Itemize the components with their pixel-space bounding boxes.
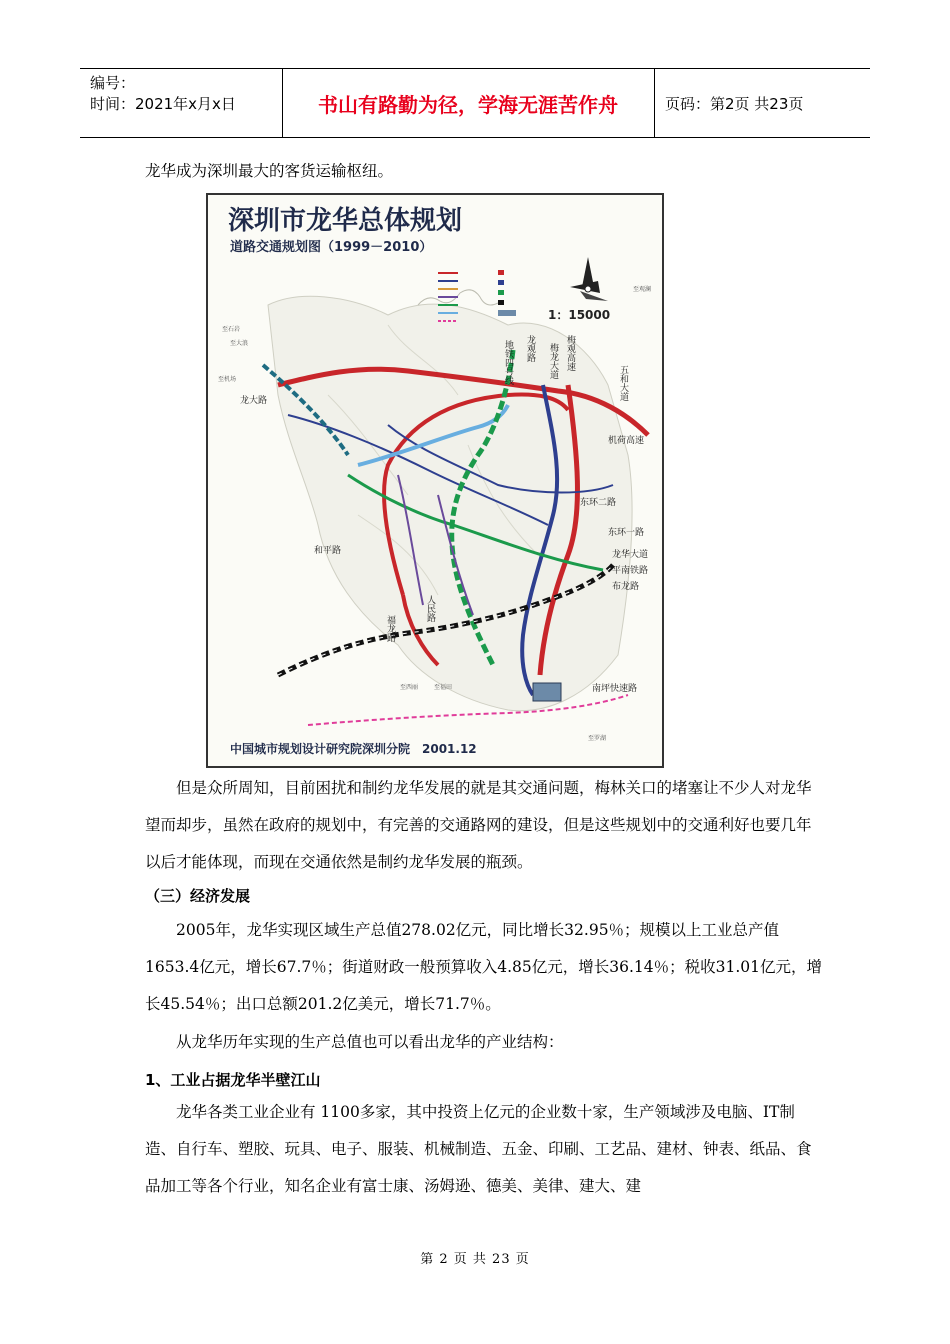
label-heping: 和平路 (314, 546, 342, 556)
label-nanping: 南坪快速路 (592, 684, 638, 694)
label-to-luohu: 至罗湖 (588, 735, 607, 742)
north-arrow-icon (570, 257, 608, 301)
label-wuhe: 五和大道 (618, 365, 628, 401)
page-footer: 第 2 页 共 23 页 (420, 1252, 530, 1267)
label-renmin: 人民路 (425, 595, 435, 622)
map-subtitle: 道路交通规划图（1999－2010） (230, 240, 433, 255)
paragraph-economy-2005: 2005年，龙华实现区域生产总值278.02亿元，同比增长32.95％；规模以上工业总产值1653.4亿元，增长67.7％；街道财政一般预算收入4.85亿元，增长36.14％；税收31.01亿元，增长45.54％；出口总额201.2亿美元，增长71.7％。 (145, 921, 823, 1013)
label-to-xili: 至西丽 (400, 684, 419, 691)
label-fulong: 福龙路 (385, 615, 395, 642)
label-meiguan: 梅观高速 (565, 335, 575, 371)
header-left-cell (90, 73, 236, 115)
paragraph-traffic: 但是众所周知，目前困扰和制约龙华发展的就是其交通问题，梅林关口的堵塞让不少人对龙华望而却步，虽然在政府的规划中，有完善的交通路网的建设，但是这些规划中的交通利好也要几年以后才能体现，而现在交通依然是制约龙华发展的瓶颈。 (145, 779, 812, 871)
label-longguan: 龙观路 (525, 335, 535, 362)
header-divider (654, 69, 655, 137)
header-motto: 书山有路勤为径，学海无涯苦作舟 (318, 92, 618, 117)
number-label: 编号： (90, 74, 136, 92)
label-metro4: 地铁四号线 (503, 340, 513, 385)
label-to-futian: 至福田 (434, 684, 453, 691)
legend-swatch (498, 280, 504, 285)
transport-hub (533, 683, 561, 701)
label-longda: 龙大路 (240, 396, 268, 406)
header-page-info: 页码：第2页 共23页 (665, 94, 804, 113)
page-header-table (80, 68, 870, 138)
label-longhua-ave: 龙华大道 (612, 550, 649, 560)
label-pingnan: 平南铁路 (612, 566, 649, 576)
legend-swatch (498, 310, 516, 316)
paragraph-industry-enterprises: 龙华各类工业企业有 1100多家，其中投资上亿元的企业数十家，生产领域涉及电脑、IT制造、自行车、塑胶、玩具、电子、服装、机械制造、五金、印刷、工艺品、建材、钟表、纸品、食品加工等各个行业，知名企业有富士康、汤姆逊、德美、美律、建大、建 (145, 1103, 812, 1195)
label-to-shiyan: 至石岩 (222, 326, 241, 333)
legend-swatch (498, 270, 504, 275)
label-bulong: 布龙路 (612, 582, 640, 592)
time-label: 时间：2021年x月x日 (90, 95, 236, 113)
subsection-heading-industry: 1、工业占据龙华半壁江山 (145, 1071, 321, 1089)
paragraph-industry-structure: 从龙华历年实现的生产总值也可以看出龙华的产业结构： (176, 1033, 564, 1051)
legend-swatch (498, 290, 504, 295)
intro-line: 龙华成为深圳最大的客货运输枢纽。 (145, 162, 394, 180)
road-traffic-plan-map (206, 193, 664, 768)
label-jihe: 机荷高速 (608, 436, 645, 446)
label-donghuan1: 东环一路 (608, 528, 645, 538)
label-meilong: 梅龙大道 (548, 343, 558, 379)
map-svg (208, 195, 662, 766)
label-to-jichang: 至机场 (218, 376, 237, 383)
legend-swatch (498, 300, 504, 305)
label-donghuan2: 东环二路 (580, 498, 617, 508)
nanping-expressway (308, 695, 628, 725)
label-to-guanlan: 至观澜 (633, 286, 652, 293)
map-title: 深圳市龙华总体规划 (228, 206, 463, 236)
map-scale: 1：15000 (548, 308, 611, 322)
section-heading-economy: （三）经济发展 (145, 887, 251, 905)
map-credit: 中国城市规划设计研究院深圳分院 2001.12 (230, 742, 477, 756)
label-to-dalang: 至大浪 (230, 340, 249, 347)
